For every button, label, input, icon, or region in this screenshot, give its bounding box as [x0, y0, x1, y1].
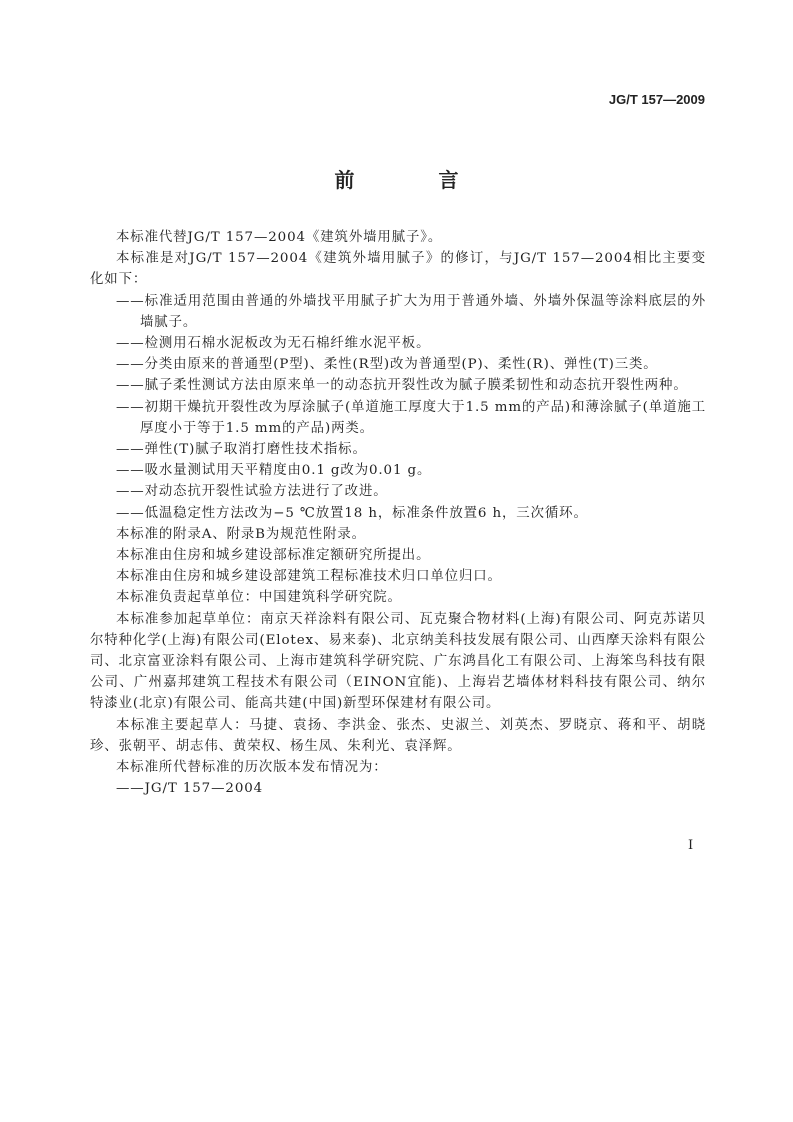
paragraph: 本标准的附录A、附录B为规范性附录。 — [116, 526, 366, 542]
change-list-item: ——初期干燥抗开裂性改为厚涂腻子(单道施工厚度大于1.5 mm的产品)和薄涂腻子(单道施工厚度小于等于1.5 mm的产品)两类。 — [116, 399, 706, 436]
change-list-item: ——对动态抗开裂性试验方法进行了改进。 — [116, 484, 388, 500]
paragraph: 本标准代替JG/T 157—2004《建筑外墙用腻子》。 — [116, 230, 443, 245]
change-list-item: ——分类由原来的普通型(P型)、柔性(R型)改为普通型(P)、柔性(R)、弹性(T)三类。 — [116, 357, 658, 373]
page-title: 前 言 — [334, 168, 491, 192]
change-list-item: ——检测用石棉水泥板改为无石棉纤维水泥平板。 — [116, 336, 431, 352]
standard-number-header: JG/T 157—2009 — [608, 92, 705, 107]
foreword-body — [90, 227, 706, 799]
paragraph: 本标准由住房和城乡建设部标准定额研究所提出。 — [116, 548, 431, 564]
change-list-item: ——吸水量测试用天平精度由0.1 g改为0.01 g。 — [116, 463, 432, 479]
change-list-item: ——标准适用范围由普通的外墙找平用腻子扩大为用于普通外墙、外墙外保温等涂料底层的外墙腻子。 — [116, 293, 706, 330]
change-list-item: ——JG/T 157—2004 — [116, 781, 264, 797]
change-list-item: ——腻子柔性测试方法由原来单一的动态抗开裂性改为腻子膜柔韧性和动态抗开裂性两种。 — [116, 378, 688, 394]
change-list-item: ——弹性(T)腻子取消打磨性技术指标。 — [116, 442, 367, 458]
paragraph: 本标准负责起草单位：中国建筑科学研究院。 — [116, 590, 402, 606]
change-list-item: ——低温稳定性方法改为−5 ℃放置18 h，标准条件放置6 h，三次循环。 — [116, 505, 588, 521]
paragraph: 本标准由住房和城乡建设部建筑工程标准技术归口单位归口。 — [116, 569, 502, 585]
paragraph: 本标准主要起草人：马捷、袁扬、李洪金、张杰、史淑兰、刘英杰、罗晓京、蒋和平、胡晓珍、张朝平、胡志伟、黄荣权、杨生凤、朱利光、袁泽辉。 — [90, 717, 706, 754]
paragraph: 本标准所代替标准的历次版本发布情况为： — [116, 760, 388, 776]
paragraph: 本标准是对JG/T 157—2004《建筑外墙用腻子》的修订，与JG/T 157—2004相比主要变化如下： — [90, 251, 706, 288]
paragraph: 本标准参加起草单位：南京天祥涂料有限公司、瓦克聚合物材料(上海)有限公司、阿克苏诺贝尔特种化学(上海)有限公司(Elotex、易来泰)、北京纳美科技发展有限公司、山西摩天涂料有限公司、北京富亚涂料有限公司、上海市建筑科学研究院、广东鸿昌化工有限公司、上海笨鸟科技有限公司、广州嘉邦建筑工程技术有限公司（EINON宜能)、上海岩艺墙体材料科技有限公司、纳尔特漆业(北京)有限公司、能高共建(中国)新型环保建材有限公司。 — [90, 611, 706, 712]
page-number: I — [688, 838, 694, 853]
